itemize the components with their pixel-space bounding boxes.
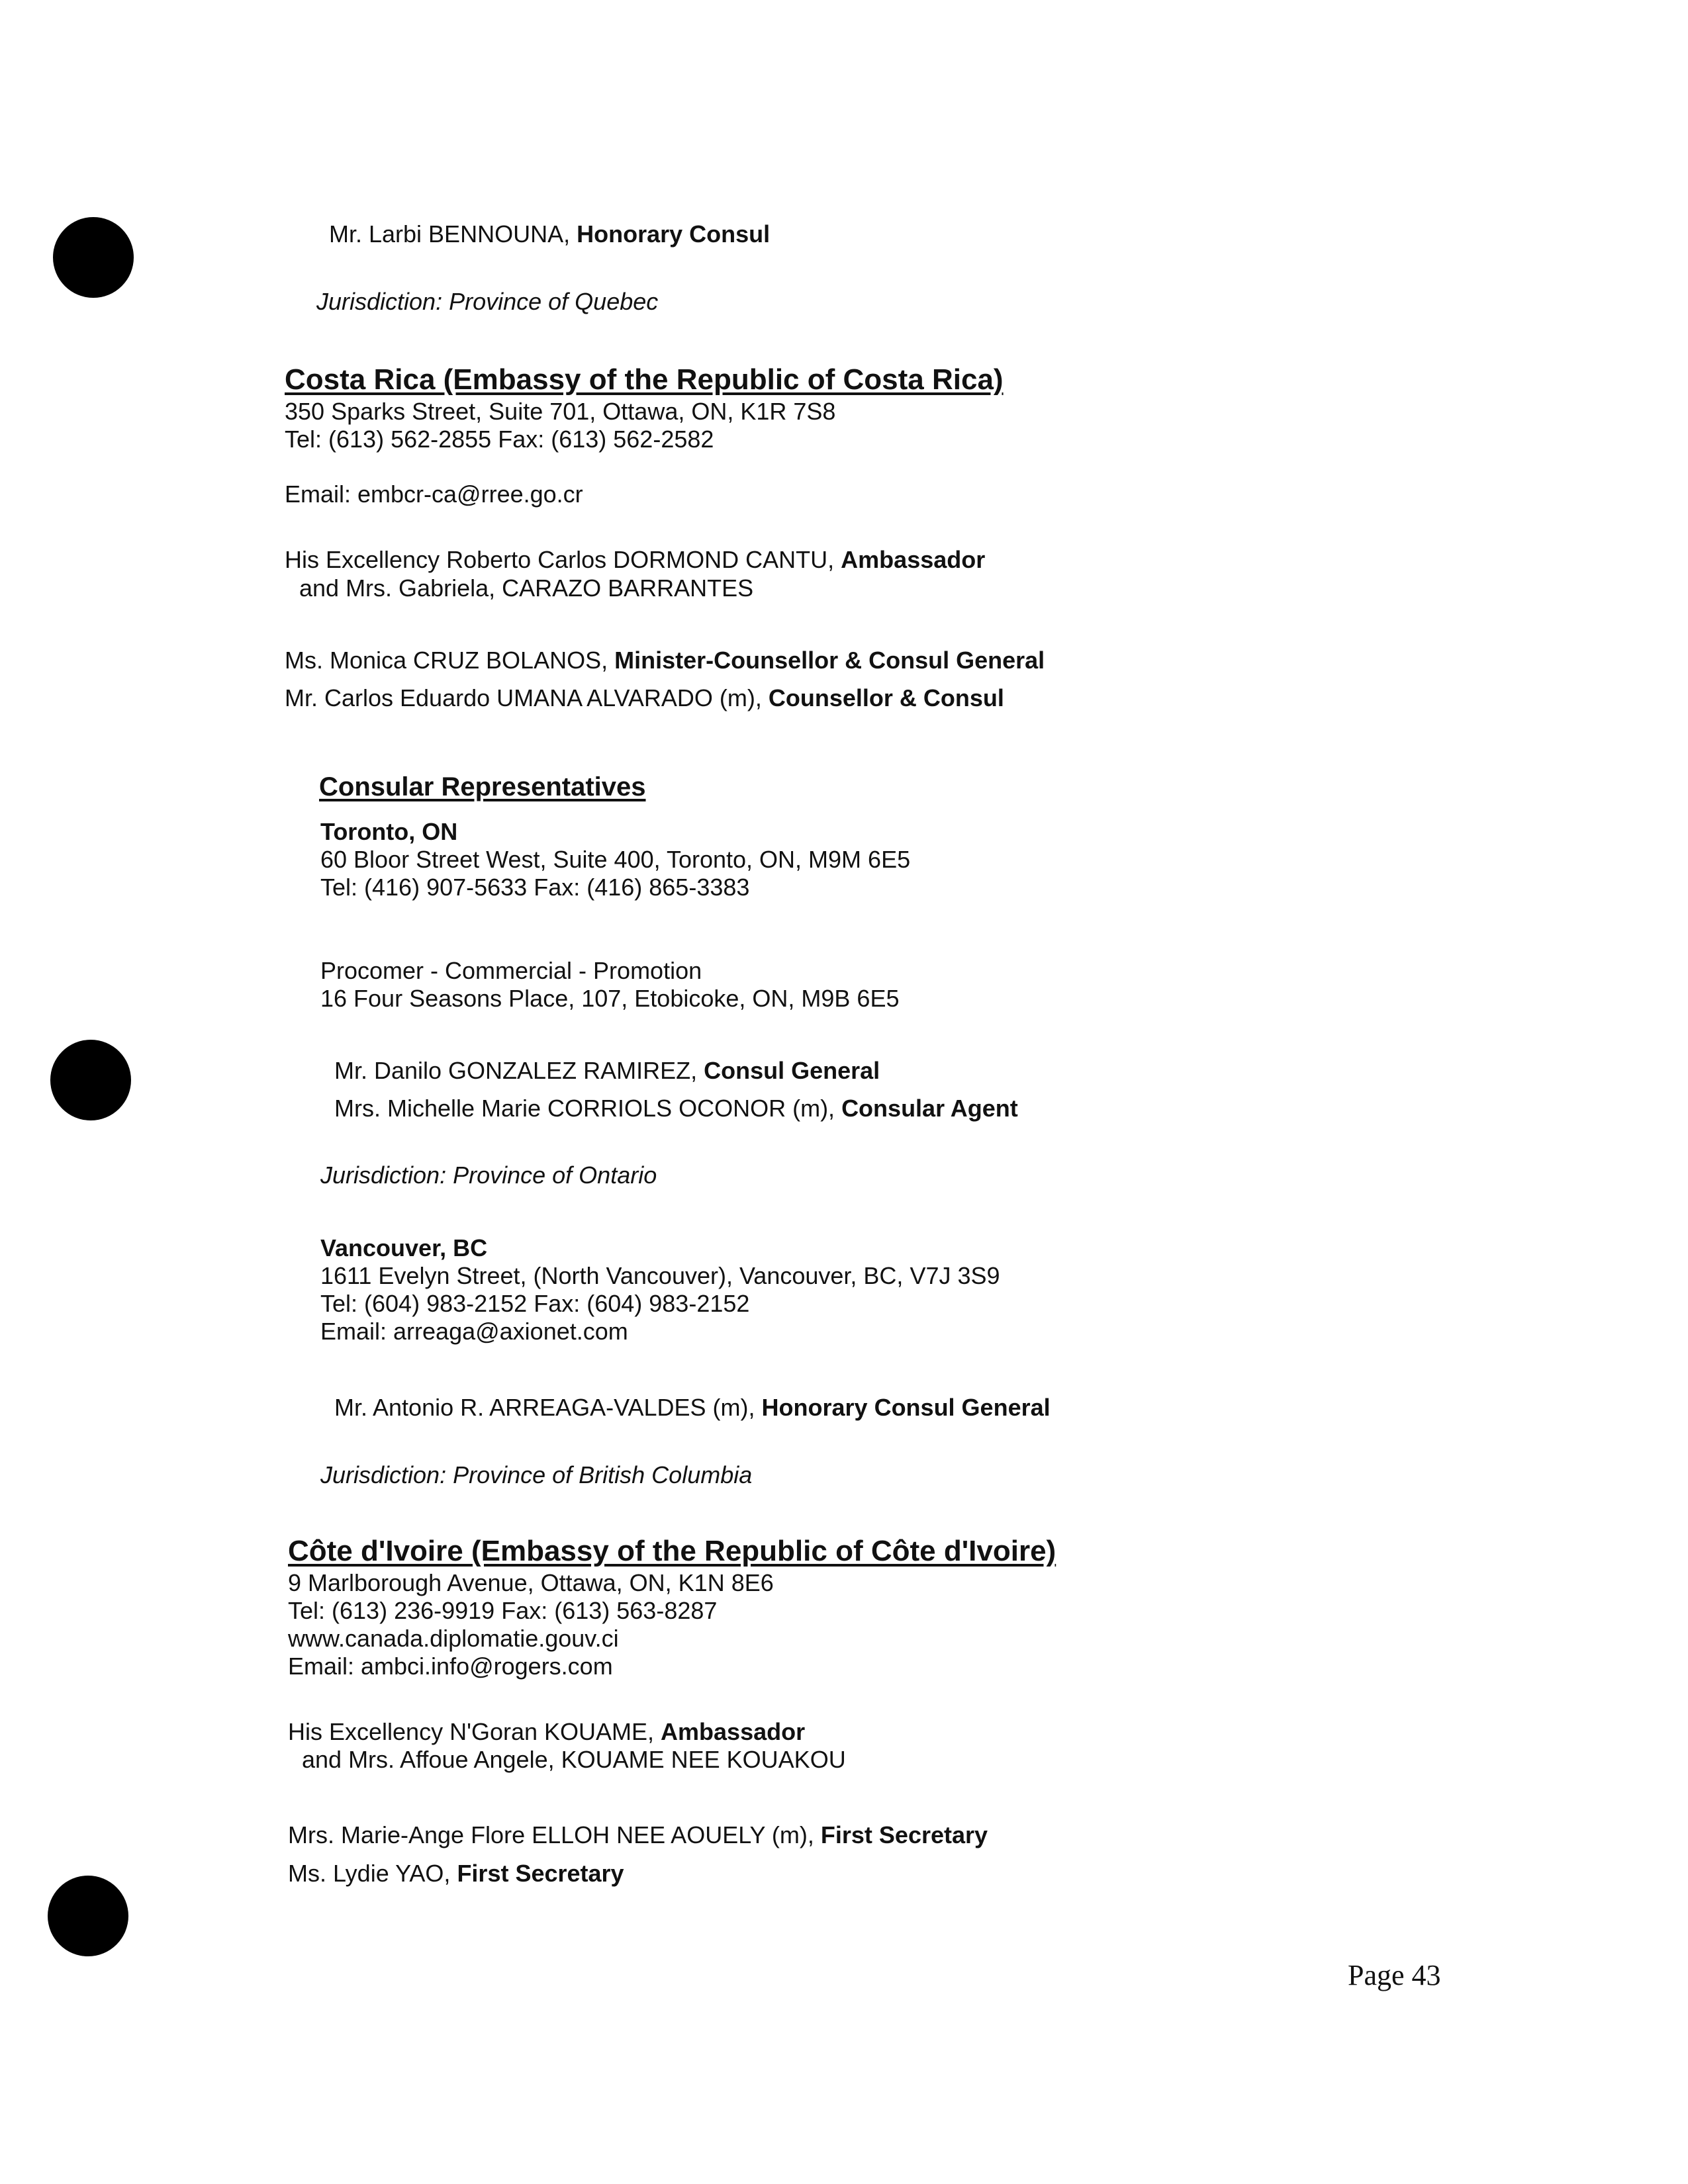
ambassador-spouse: and Mrs. Gabriela, CARAZO BARRANTES [299, 574, 754, 602]
city-name: Vancouver, BC [320, 1234, 488, 1261]
consulate-address: 1611 Evelyn Street, (North Vancouver), Vancouver, BC, V7J 3S9 [320, 1262, 1000, 1289]
punch-hole-top [53, 217, 134, 298]
ambassador-title: Ambassador [661, 1718, 806, 1745]
official-name: Mr. Antonio R. ARREAGA-VALDES (m), [334, 1394, 762, 1421]
staff-entry [285, 647, 1045, 674]
city-heading-toronto [320, 818, 457, 846]
punch-hole-bottom [48, 1876, 128, 1956]
staff-title: Minister-Counsellor & Consul General [614, 647, 1045, 674]
staff-title: First Secretary [820, 1821, 988, 1848]
staff-entry [285, 684, 1004, 712]
embassy-address: 350 Sparks Street, Suite 701, Ottawa, ON, K1R 7S8 [285, 398, 836, 425]
official-entry [334, 1394, 1051, 1422]
consulate-email: Email: arreaga@axionet.com [320, 1318, 628, 1345]
section-heading-cote-divoire: Côte d'Ivoire (Embassy of the Republic of Côte d'Ivoire) [288, 1535, 1056, 1567]
ambassador-name: His Excellency Roberto Carlos DORMOND CANTU, [285, 546, 841, 573]
official-title: Consul General [704, 1057, 880, 1084]
ambassador-spouse: and Mrs. Affoue Angele, KOUAME NEE KOUAKOU [302, 1746, 846, 1773]
consulate-address: 60 Bloor Street West, Suite 400, Toronto, ON, M9M 6E5 [320, 846, 911, 873]
consular-representatives-heading: Consular Representatives [319, 772, 646, 801]
section-heading-costa-rica: Costa Rica (Embassy of the Republic of Costa Rica) [285, 363, 1004, 396]
official-name: Mr. Danilo GONZALEZ RAMIREZ, [334, 1057, 704, 1084]
page-number: Page 43 [1348, 1959, 1441, 1991]
official-entry [334, 1095, 1018, 1122]
city-heading-vancouver [320, 1234, 487, 1262]
consulate-phone: Tel: (416) 907-5633 Fax: (416) 865-3383 [320, 874, 750, 901]
honorary-consul-entry [329, 220, 770, 248]
embassy-email: Email: embcr-ca@rree.go.cr [285, 480, 583, 508]
jurisdiction: Jurisdiction: Province of Ontario [320, 1161, 657, 1189]
consulate-phone: Tel: (604) 983-2152 Fax: (604) 983-2152 [320, 1290, 750, 1317]
staff-entry [288, 1821, 988, 1849]
staff-entry [288, 1860, 624, 1888]
ambassador-entry [285, 546, 985, 574]
staff-title: Counsellor & Consul [768, 684, 1004, 711]
embassy-phone: Tel: (613) 236-9919 Fax: (613) 563-8287 [288, 1597, 718, 1624]
official-title: Consular Agent [841, 1095, 1018, 1122]
ambassador-name: His Excellency N'Goran KOUAME, [288, 1718, 661, 1745]
punch-hole-middle [50, 1040, 131, 1120]
ambassador-entry [288, 1718, 805, 1746]
embassy-email: Email: ambci.info@rogers.com [288, 1653, 613, 1680]
staff-name: Ms. Lydie YAO, [288, 1860, 457, 1887]
city-name: Toronto, ON [320, 818, 458, 845]
official-name: Mr. Larbi BENNOUNA, [329, 220, 577, 248]
office-name: Procomer - Commercial - Promotion [320, 957, 702, 984]
official-title: Honorary Consul General [761, 1394, 1051, 1421]
official-entry [334, 1057, 880, 1085]
jurisdiction: Jurisdiction: Province of Quebec [316, 288, 659, 315]
staff-name: Mr. Carlos Eduardo UMANA ALVARADO (m), [285, 684, 769, 711]
ambassador-title: Ambassador [841, 546, 986, 573]
jurisdiction: Jurisdiction: Province of British Columbia [320, 1461, 753, 1488]
official-title: Honorary Consul [577, 220, 771, 248]
official-name: Mrs. Michelle Marie CORRIOLS OCONOR (m), [334, 1095, 842, 1122]
office-address: 16 Four Seasons Place, 107, Etobicoke, ON, M9B 6E5 [320, 985, 900, 1012]
staff-name: Mrs. Marie-Ange Flore ELLOH NEE AOUELY (m), [288, 1821, 821, 1848]
embassy-website: www.canada.diplomatie.gouv.ci [288, 1625, 619, 1652]
embassy-address: 9 Marlborough Avenue, Ottawa, ON, K1N 8E6 [288, 1569, 774, 1596]
staff-name: Ms. Monica CRUZ BOLANOS, [285, 647, 615, 674]
staff-title: First Secretary [457, 1860, 624, 1887]
embassy-phone: Tel: (613) 562-2855 Fax: (613) 562-2582 [285, 426, 714, 453]
